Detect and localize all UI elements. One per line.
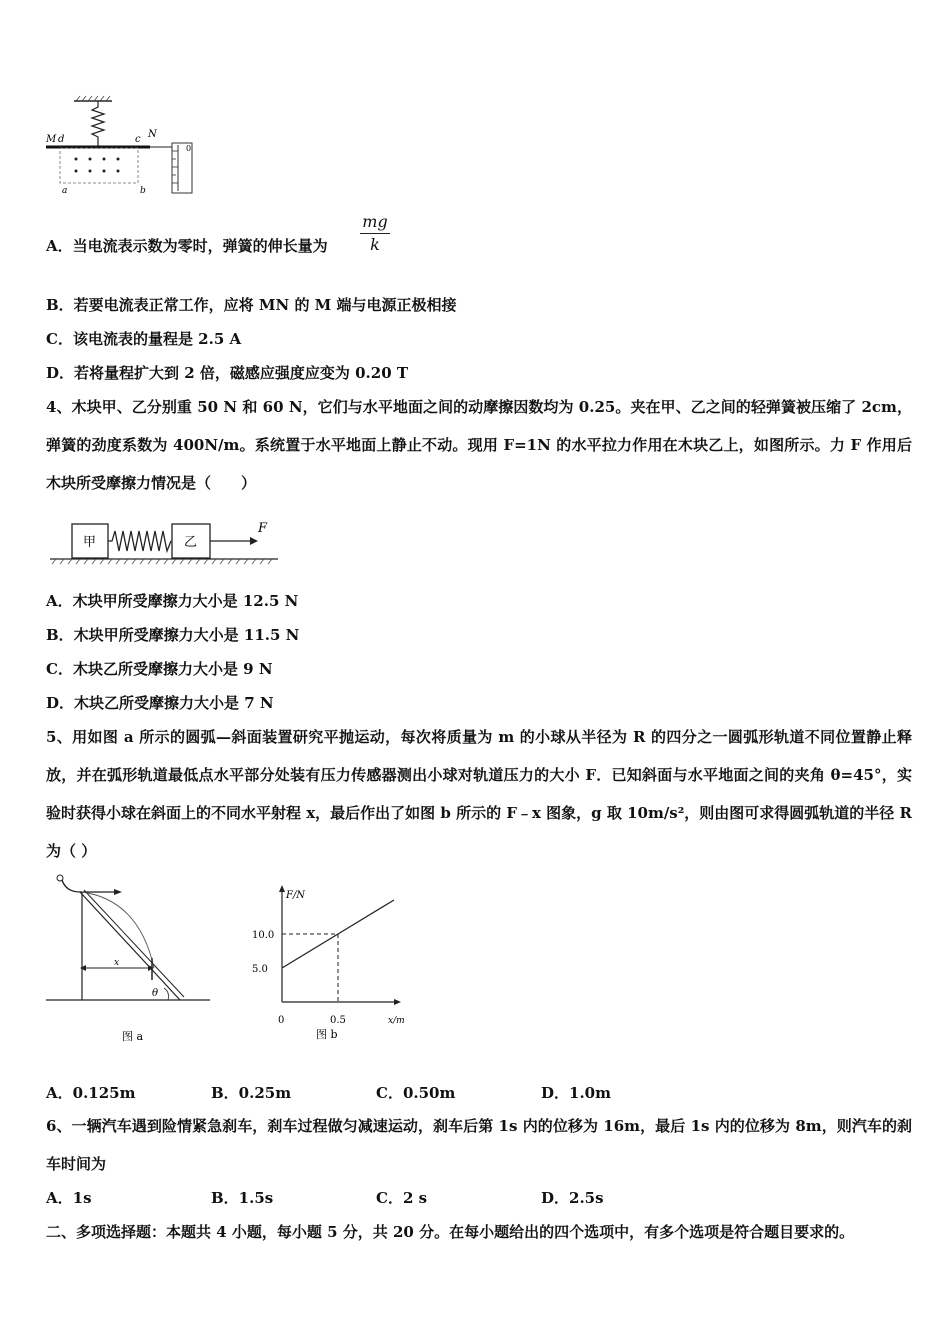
figure-a-incline: [44, 870, 224, 1050]
q5-option-b: B．0.25m: [211, 1084, 292, 1102]
trajectory: [82, 892, 154, 968]
q3-option-d: D．若将量程扩大到 2 倍，磁感应强度应变为 0.20 T: [46, 364, 409, 382]
section2-heading: 二、多项选择题：本题共 4 小题，每小题 5 分，共 20 分。在每小题给出的四个选项中，有多个选项是符合题目要求的。: [46, 1223, 855, 1241]
fig-a-theta-label: θ: [152, 988, 159, 999]
q4-option-a: A．木块甲所受摩擦力大小是 12.5 N: [46, 592, 299, 610]
q5-option-a: A．0.125m: [46, 1084, 136, 1102]
q3-fraction: [358, 212, 392, 255]
q4-option-b: B．木块甲所受摩擦力大小是 11.5 N: [46, 626, 300, 644]
incline-inner: [84, 890, 184, 997]
label-N: N: [148, 129, 157, 140]
q6-option-d: D．2.5s: [541, 1189, 604, 1207]
y-axis-arrow: [279, 885, 285, 892]
x-tick-label-0: 0: [278, 1015, 285, 1026]
y-tick-label-0: 5.0: [252, 964, 268, 975]
fraction-denominator: k: [370, 235, 380, 254]
q4-option-c: C．木块乙所受摩擦力大小是 9 N: [46, 660, 273, 678]
y-tick-label-1: 10.0: [252, 930, 275, 941]
q5-option-d: D．1.0m: [541, 1084, 611, 1102]
q6-option-c: C．2 s: [376, 1189, 428, 1207]
q5-stem: 5、用如图 a 所示的圆弧—斜面装置研究平抛运动，每次将质量为 m 的小球从半径为 R 的四分之一圆弧形轨道不同位置静止释放，并在弧形轨道最低点水平部分处装有压力传感器测出小球对轨道压力的大小 F．已知斜面与水平地面之间的夹角 θ=45°，实验时获得小球在斜面上的不同水平射程 x，最后作出了如图 b 所示的 F﹣x 图象，g 取 10m/s²，则由图可求得圆弧轨道的半径 R 为（ ）: [46, 728, 912, 860]
spring: [92, 101, 104, 147]
arc-track: [62, 880, 80, 892]
spring-rod-figure: [40, 95, 220, 200]
block-yi-label: 乙: [184, 535, 198, 550]
label-0: 0: [186, 144, 192, 153]
q3-option-c: C．该电流表的量程是 2.5 A: [46, 330, 242, 348]
label-d: d: [58, 134, 65, 145]
q6-option-b: B．1.5s: [211, 1189, 274, 1207]
q3-option-b: B．若要电流表正常工作，应将 MN 的 M 端与电源正极相接: [46, 296, 457, 314]
x-axis-label: x/m: [388, 1016, 405, 1026]
fraction-numerator: mg: [362, 212, 388, 231]
label-a: a: [62, 186, 68, 196]
q6-stem: 6、一辆汽车遇到险情紧急刹车，刹车过程做匀减速运动，刹车后第 1s 内的位移为 16m，最后 1s 内的位移为 8m，则汽车的刹车时间为: [46, 1117, 912, 1173]
q4-option-d: D．木块乙所受摩擦力大小是 7 N: [46, 694, 274, 712]
y-axis-label: F/N: [286, 890, 306, 901]
x-tick-label-1: 0.5: [330, 1015, 346, 1026]
x-axis-arrow: [394, 999, 401, 1005]
spring-coil: [108, 531, 171, 551]
q3-option-a: A．当电流表示数为零时，弹簧的伸长量为: [46, 237, 328, 255]
force-label: F: [258, 521, 268, 536]
fig-b-caption: 图 b: [316, 1028, 338, 1041]
fig-a-caption: 图 a: [122, 1030, 144, 1043]
fig-a-x-label: x: [114, 958, 120, 968]
q5-option-c: C．0.50m: [376, 1084, 456, 1102]
label-c: c: [135, 134, 141, 145]
label-M: M: [46, 134, 57, 145]
blocks-spring-figure: [46, 516, 286, 570]
figure-b-fx-chart: [244, 880, 414, 1050]
block-jia-label: 甲: [83, 535, 97, 550]
label-b: b: [140, 186, 146, 196]
q6-option-a: A．1s: [46, 1189, 92, 1207]
q4-stem: 4、木块甲、乙分别重 50 N 和 60 N，它们与水平地面之间的动摩擦因数均为 0.25。夹在甲、乙之间的轻弹簧被压缩了 2cm，弹簧的劲度系数为 400N/m。系统置于水平地面上静止不动。现用 F=1N 的水平拉力作用在木块乙上，如图所示。力 F 作用后木块所受摩擦力情况是（ ）: [46, 398, 912, 492]
incline-outer: [80, 892, 180, 1000]
